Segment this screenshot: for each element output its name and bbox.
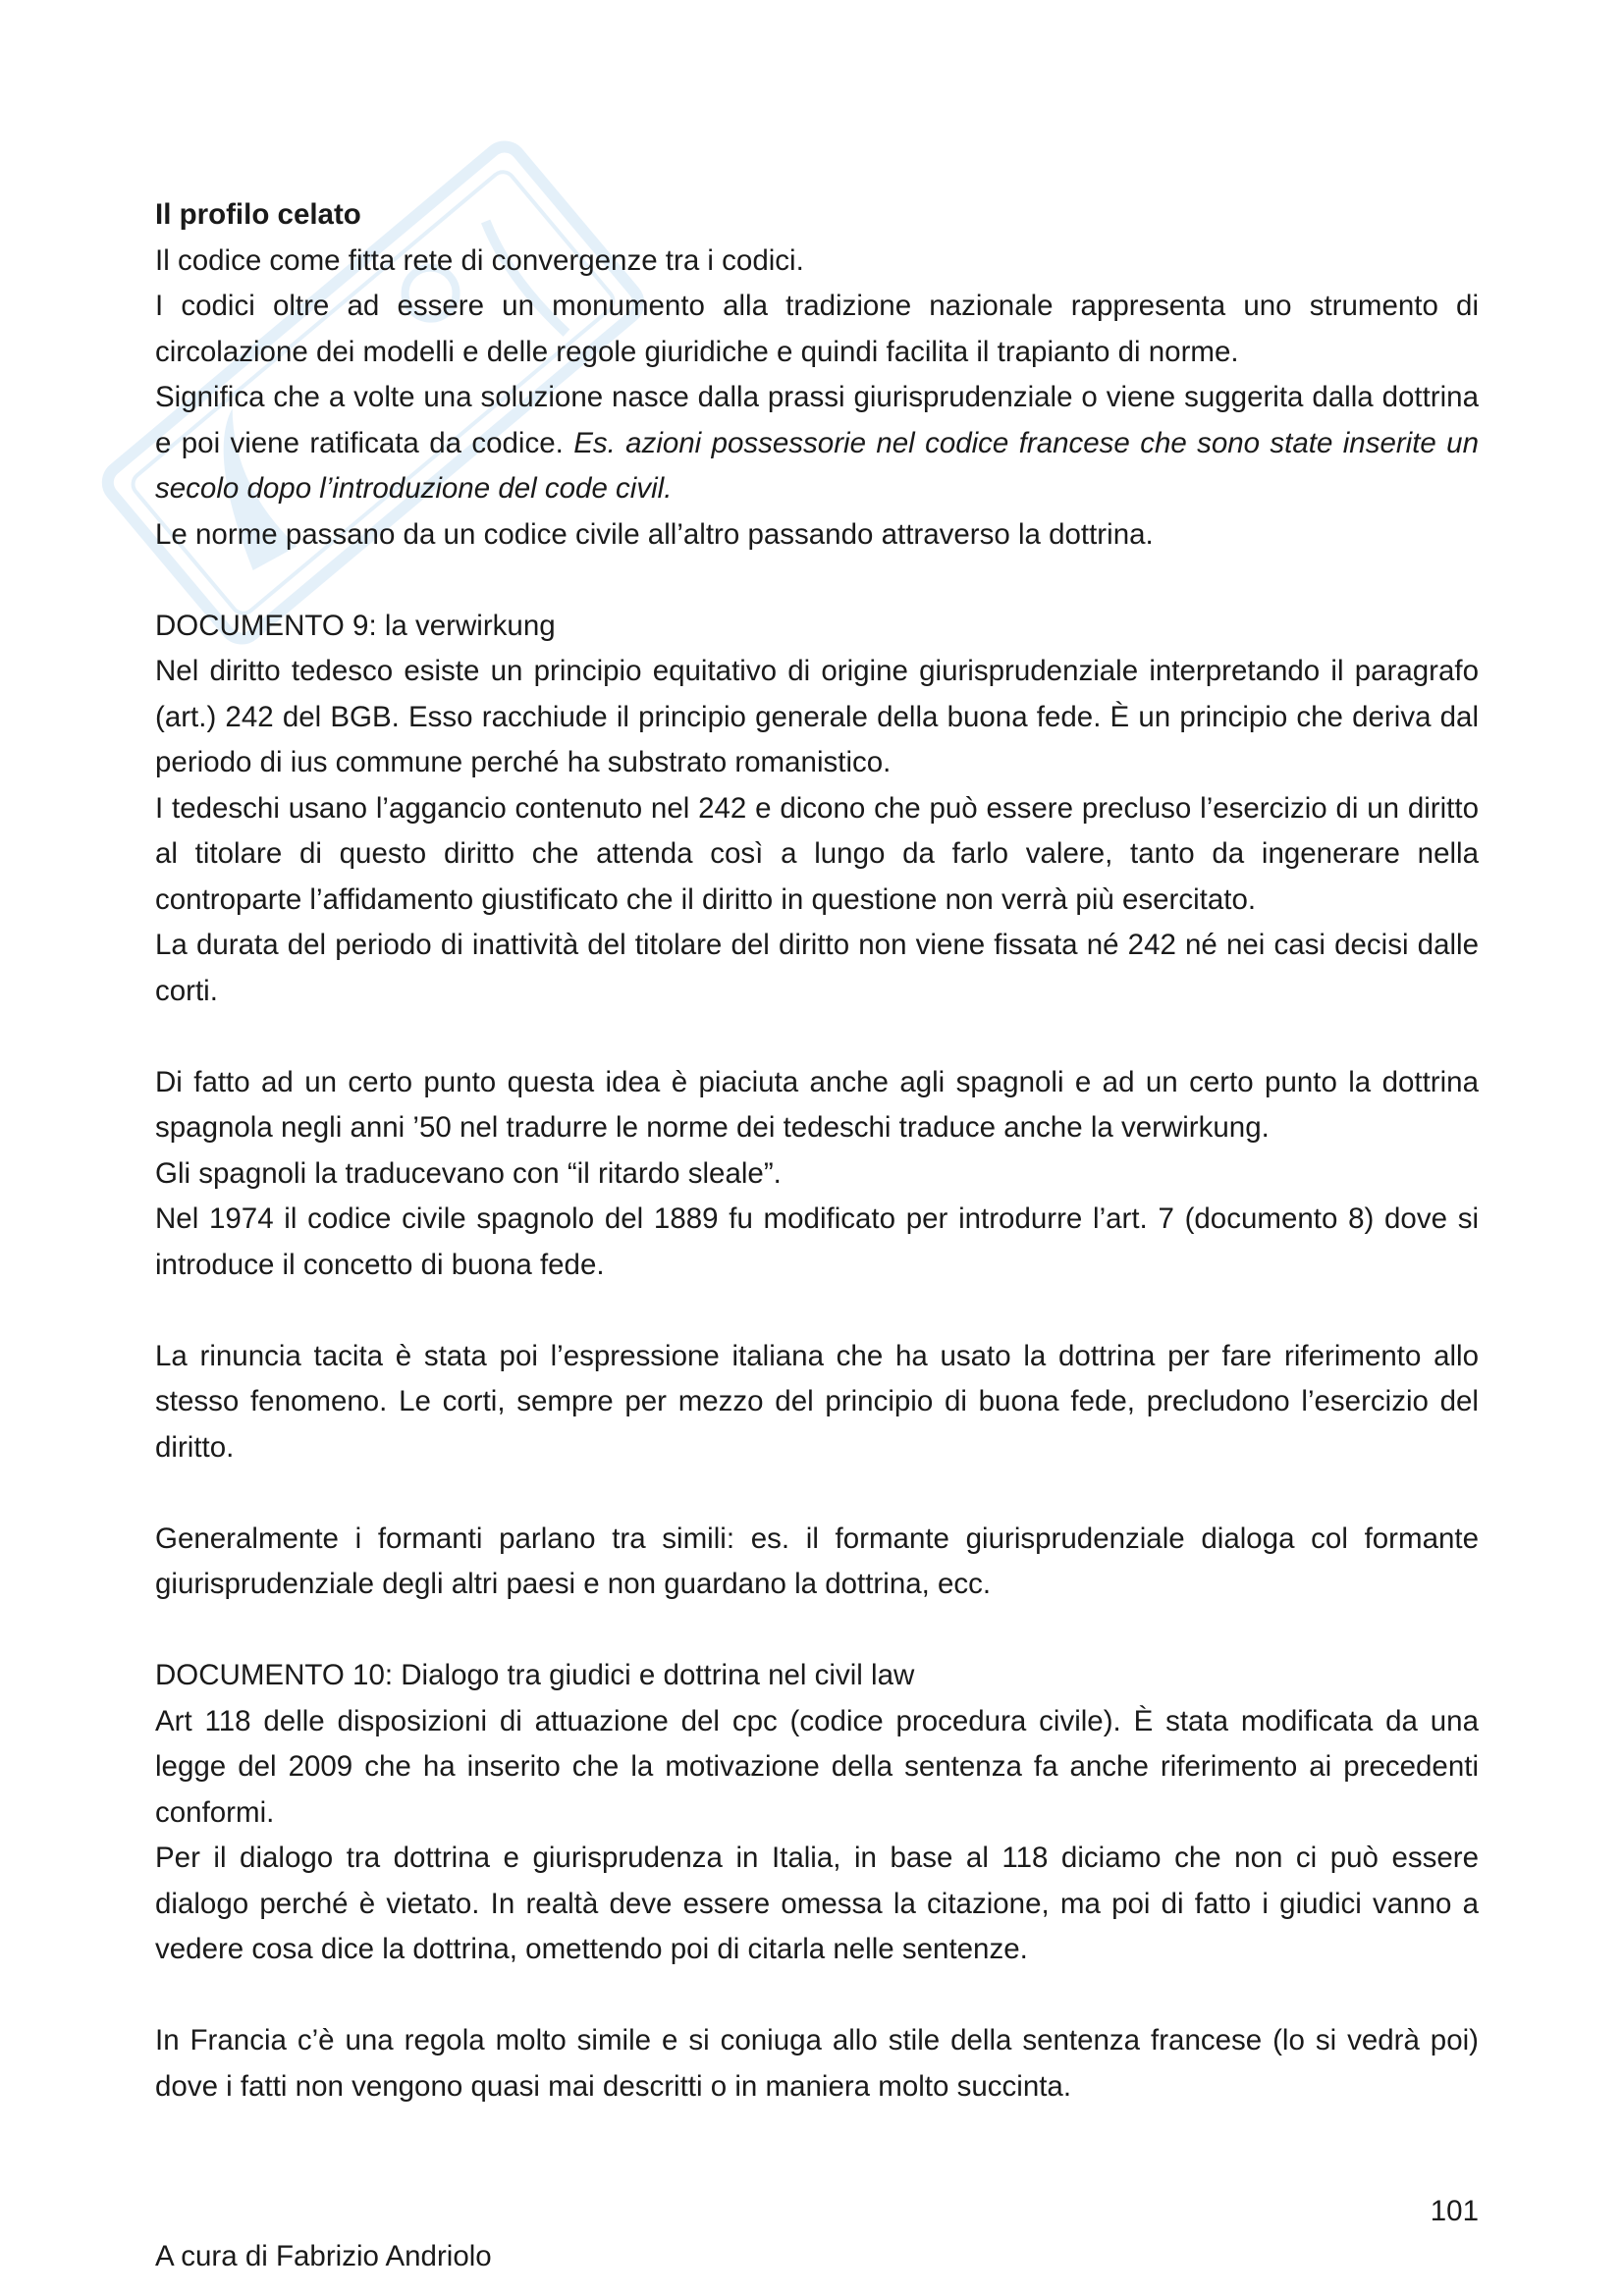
paragraph: Il codice come fitta rete di convergenze tra i codici. [155, 243, 804, 277]
paragraph: In Francia c’è una regola molto simile e si coniuga allo stile della sentenza francese (lo si vedrà poi) dove i fatti non vengono quasi mai descritti o in maniera molto succinta. [155, 2024, 1479, 2103]
spacer [155, 1014, 1479, 1060]
paragraph: Nel diritto tedesco esiste un principio equitativo di origine giurisprudenziale interpretando il paragrafo (art.) 242 del BGB. Esso racchiude il principio generale della buona fede. È un principio che deriva dal periodo di ius commune perché ha substrato romanistico. [155, 655, 1479, 778]
spacer [155, 558, 1479, 604]
spacer [155, 1608, 1479, 1654]
paragraph-text: Significa che a volte una soluzione nasce dalla prassi giurisprudenziale o viene suggerita dalla dottrina e poi viene ratificata da codice. [155, 381, 1479, 459]
document-heading: DOCUMENTO 10: Dialogo tra giudici e dottrina nel civil law [155, 1659, 915, 1691]
paragraph: La rinuncia tacita è stata poi l’espressione italiana che ha usato la dottrina per fare riferimento allo stesso fenomeno. Le corti, sempre per mezzo del principio di buona fede, precludono l’esercizio del diritto. [155, 1339, 1479, 1464]
paragraph: Nel 1974 il codice civile spagnolo del 1889 fu modificato per introdurre l’art. 7 (documento 8) dove si introduce il concetto di buona fede. [155, 1202, 1479, 1281]
paragraph: Art 118 delle disposizioni di attuazione del cpc (codice procedura civile). È stata modificata da una legge del 2009 che ha inserito che la motivazione della sentenza fa anche riferimento ai precedenti conformi. [155, 1704, 1479, 1829]
italic-example: Es. azioni possessorie nel codice francese che sono state inserite un secolo dopo l’introduzione del code civil. [155, 426, 1479, 505]
paragraph [155, 375, 1479, 512]
paragraph: Le norme passano da un codice civile all’altro passando attraverso la dottrina. [155, 517, 1154, 551]
paragraph: La durata del periodo di inattività del titolare del diritto non viene fissata né 242 né nei casi decisi dalle corti. [155, 929, 1479, 1007]
footer-author: A cura di Fabrizio Andriolo [155, 2240, 492, 2272]
spacer [155, 1470, 1479, 1517]
paragraph: I codici oltre ad essere un monumento alla tradizione nazionale rappresenta uno strumento di circolazione dei modelli e delle regole giuridiche e quindi facilita il trapianto di norme. [155, 290, 1479, 368]
paragraph: Gli spagnoli la traducevano con “il ritardo sleale”. [155, 1156, 782, 1190]
paragraph: I tedeschi usano l’aggancio contenuto nel 242 e dicono che può essere precluso l’esercizio di un diritto al titolare di questo diritto che attenda così a lungo da farlo valere, tanto da ingenerare nella controparte l’affidamento giustificato che il diritto in questione non verrà più esercitato. [155, 791, 1479, 916]
section-title: Il profilo celato [155, 198, 361, 231]
paragraph: Di fatto ad un certo punto questa idea è piaciuta anche agli spagnoli e ad un certo punto la dottrina spagnola negli anni ’50 nel tradurre le norme dei tedeschi traduce anche la verwirkung. [155, 1065, 1479, 1144]
paragraph: Per il dialogo tra dottrina e giurisprudenza in Italia, in base al 118 diciamo che non ci può essere dialogo perché è vietato. In realtà deve essere omessa la citazione, ma poi di fatto i giudici vanno a vedere cosa dice la dottrina, omettendo poi di citarla nelle sentenze. [155, 1842, 1479, 1965]
document-heading: DOCUMENTO 9: la verwirkung [155, 609, 556, 642]
spacer [155, 1288, 1479, 1334]
spacer [155, 1973, 1479, 2019]
paragraph: Generalmente i formanti parlano tra simili: es. il formante giurisprudenziale dialoga col formante giurisprudenziale degli altri paesi e non guardano la dottrina, ecc. [155, 1522, 1479, 1600]
page-content [155, 192, 1479, 2109]
page-number: 101 [1430, 2195, 1479, 2227]
